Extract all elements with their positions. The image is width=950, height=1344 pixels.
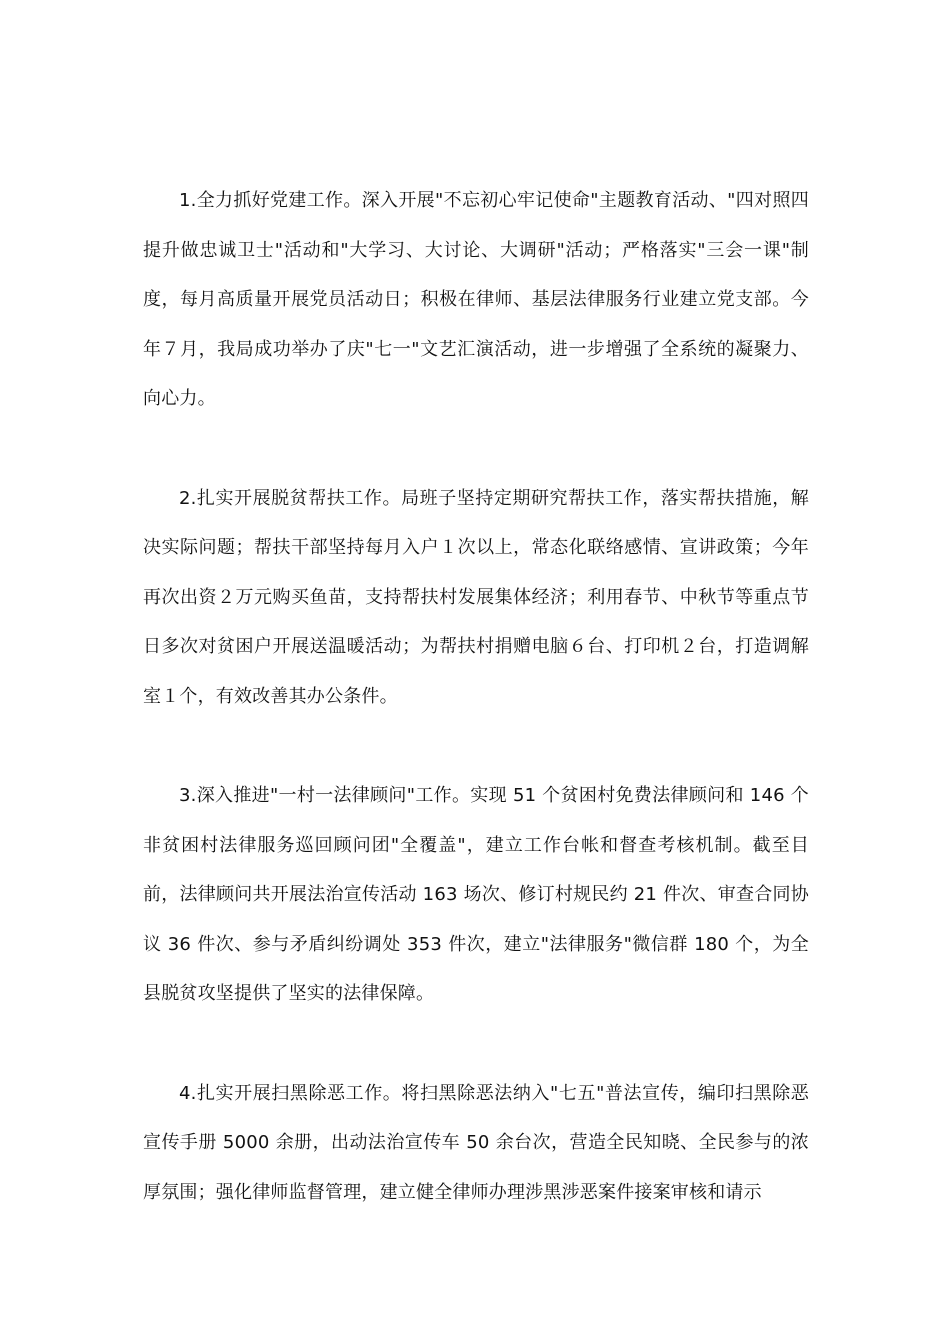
paragraph-village-legal-advisor: 3.深入推进"一村一法律顾问"工作。实现 51 个贫困村免费法律顾问和 146 个非贫困村法律服务巡回顾问团"全覆盖"，建立工作台帐和督查考核机制。截至目前，法律顾问共开展法治宣传活动 163 场次、修订村规民约 21 件次、审查合同协议 36 件次、参与矛盾纠纷调处 353 件次，建立"法律服务"微信群 180 个，为全县脱贫攻坚提供了坚实的法律保障。 [143, 785, 809, 1004]
paragraph-anti-crime-campaign: 4.扎实开展扫黑除恶工作。将扫黑除恶法纳入"七五"普法宣传，编印扫黑除恶宣传手册 5000 余册，出动法治宣传车 50 余台次，营造全民知晓、全民参与的浓厚氛围；强化律师监督管理，建立健全律师办理涉黑涉恶案件接案审核和请示 [143, 1082, 809, 1203]
paragraph-party-building: 1.全力抓好党建工作。深入开展"不忘初心牢记使命"主题教育活动、"四对照四提升做忠诚卫士"活动和"大学习、大讨论、大调研"活动；严格落实"三会一课"制度，每月高质量开展党员活动日；积极在律师、基层法律服务行业建立党支部。今年７月，我局成功举办了庆"七一"文艺汇演活动，进一步增强了全系统的凝聚力、向心力。 [143, 190, 809, 409]
document-body [143, 176, 809, 1217]
paragraph-poverty-assistance: 2.扎实开展脱贫帮扶工作。局班子坚持定期研究帮扶工作，落实帮扶措施，解决实际问题；帮扶干部坚持每月入户１次以上，常态化联络感情、宣讲政策；今年再次出资２万元购买鱼苗，支持帮扶村发展集体经济；利用春节、中秋节等重点节日多次对贫困户开展送温暖活动；为帮扶村捐赠电脑６台、打印机２台，打造调解室１个，有效改善其办公条件。 [143, 487, 809, 707]
